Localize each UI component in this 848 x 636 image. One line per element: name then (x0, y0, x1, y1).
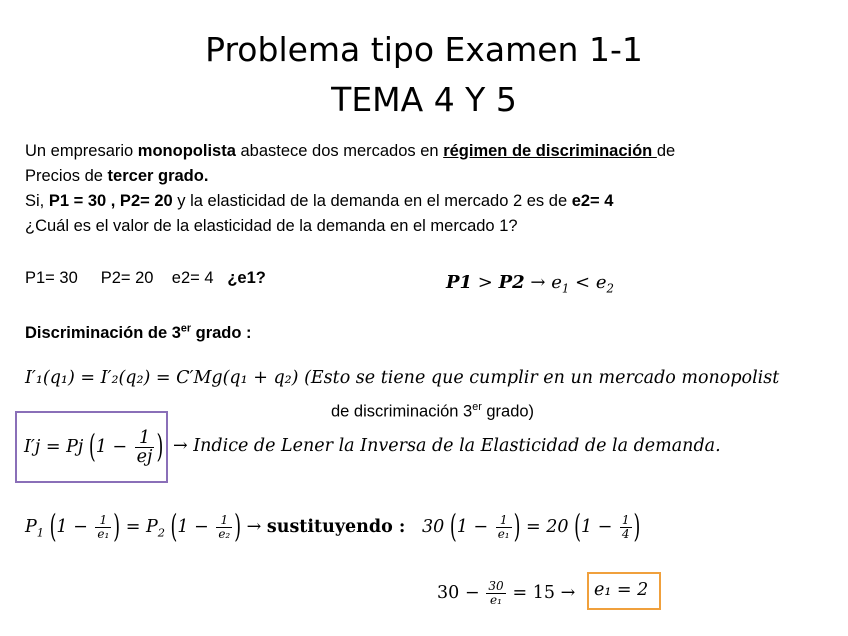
lerner-description: → Indice de Lener la Inversa de la Elasticidad de la demanda. (173, 436, 721, 456)
title-line-1: Problema tipo Examen 1-1 (205, 30, 643, 69)
intro-line-3: Si, P1 = 30 , P2= 20 y la elasticidad de la demanda en el mercado 2 es de e2= 4 (25, 192, 614, 210)
intro-line-4: ¿Cuál es el valor de la elasticidad de la demanda en el mercado 1? (25, 217, 518, 235)
section-label: Discriminación de 3er grado : (25, 322, 252, 342)
relation-formula: $P1 > P2 \to e_1 < e_2$ (446, 272, 614, 296)
final-equation: 30 − $\frac{30}{\text{e₁}}$ = 15 → (437, 579, 576, 607)
intro-line-2: Precios de tercer grado. (25, 167, 209, 185)
marginal-revenue-equation: I′₁(q₁) = I′₂(q₂) = C′Mg(q₁ + q₂) (Esto se tiene que cumplir en un mercado monopolist (25, 368, 780, 388)
substitution-equation: $P_1$ (1 − $\frac{1}{\text{e₁}}$ ) = $P_2$ (1 − $\frac{1}{\text{e₂}}$ ) → sustituyendo : 30 (1 − $\frac{1}{\text{e₁}}$ ) = 20 (1 − $\frac{1}{4}$ ) (25, 509, 641, 546)
marginal-revenue-comment-line-2: de discriminación 3er grado) (331, 401, 535, 421)
givens-line: P1= 30 P2= 20 e2= 4 ¿e1? (25, 269, 266, 287)
title-line-2: TEMA 4 Y 5 (331, 80, 517, 119)
lerner-formula: I′j = Pj (1 − $\frac{1}{ej}$ ) (24, 427, 164, 467)
result-value: e₁ = 2 (594, 580, 649, 600)
intro-line-1: Un empresario monopolista abastece dos mercados en régimen de discriminación de (25, 142, 676, 160)
